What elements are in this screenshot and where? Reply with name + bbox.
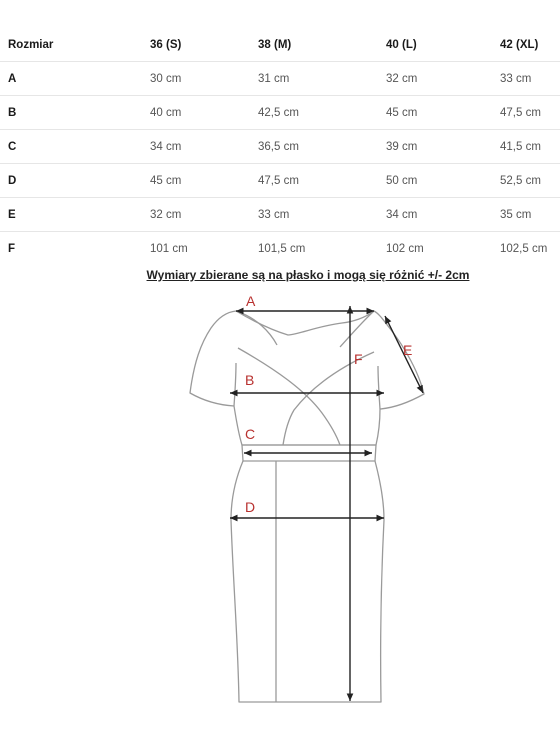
table-header-row — [0, 28, 560, 62]
dress-outline — [190, 311, 424, 702]
row-label: B — [0, 96, 150, 130]
table-cell: 34 cm — [150, 130, 258, 164]
table-cell: 36,5 cm — [258, 130, 386, 164]
table-row — [0, 164, 560, 198]
label-a: A — [246, 293, 256, 309]
table-cell: 101,5 cm — [258, 232, 386, 266]
table-cell: 31 cm — [258, 62, 386, 96]
table-row — [0, 62, 560, 96]
skirt-outline — [231, 461, 384, 702]
table-cell: 102,5 cm — [500, 232, 560, 266]
armhole-left — [234, 363, 236, 406]
table-cell: 30 cm — [150, 62, 258, 96]
table-cell: 33 cm — [258, 198, 386, 232]
table-cell: 35 cm — [500, 198, 560, 232]
neckline-right — [340, 311, 374, 347]
row-label: D — [0, 164, 150, 198]
header-size: Rozmiar — [8, 38, 54, 51]
table-cell: 42,5 cm — [258, 96, 386, 130]
table-cell: 34 cm — [386, 198, 500, 232]
table-cell: 33 cm — [500, 62, 560, 96]
row-label: A — [0, 62, 150, 96]
label-f: F — [354, 351, 363, 367]
header-40: 40 (L) — [386, 38, 417, 51]
header-38: 38 (M) — [258, 38, 292, 51]
table-cell: 32 cm — [386, 62, 500, 96]
table-cell: 45 cm — [386, 96, 500, 130]
neckline-left — [236, 311, 277, 345]
label-d: D — [245, 499, 256, 515]
table-row — [0, 232, 560, 266]
table-row — [0, 130, 560, 164]
table-cell: 102 cm — [386, 232, 500, 266]
table-cell: 40 cm — [150, 96, 258, 130]
size-table — [0, 28, 560, 265]
dress-diagram — [0, 285, 560, 746]
row-label: F — [0, 232, 150, 266]
table-cell: 41,5 cm — [500, 130, 560, 164]
table-cell: 101 cm — [150, 232, 258, 266]
table-cell: 52,5 cm — [500, 164, 560, 198]
measurement-note: Wymiary zbierane są na płasko i mogą się różnić +/- 2cm — [146, 268, 470, 282]
table-cell: 45 cm — [150, 164, 258, 198]
table-cell: 32 cm — [150, 198, 258, 232]
table-cell: 47,5 cm — [258, 164, 386, 198]
table-cell: 47,5 cm — [500, 96, 560, 130]
table-cell: 50 cm — [386, 164, 500, 198]
table-row — [0, 96, 560, 130]
bodice-outline — [190, 311, 424, 445]
measurement-arrows — [230, 306, 423, 701]
header-42: 42 (XL) — [500, 38, 539, 51]
row-label: C — [0, 130, 150, 164]
table-row — [0, 198, 560, 232]
armhole-right — [378, 366, 380, 409]
label-e: E — [403, 342, 413, 358]
label-c: C — [245, 426, 256, 442]
table-cell: 39 cm — [386, 130, 500, 164]
label-b: B — [245, 372, 255, 388]
row-label: E — [0, 198, 150, 232]
header-36: 36 (S) — [150, 38, 182, 51]
